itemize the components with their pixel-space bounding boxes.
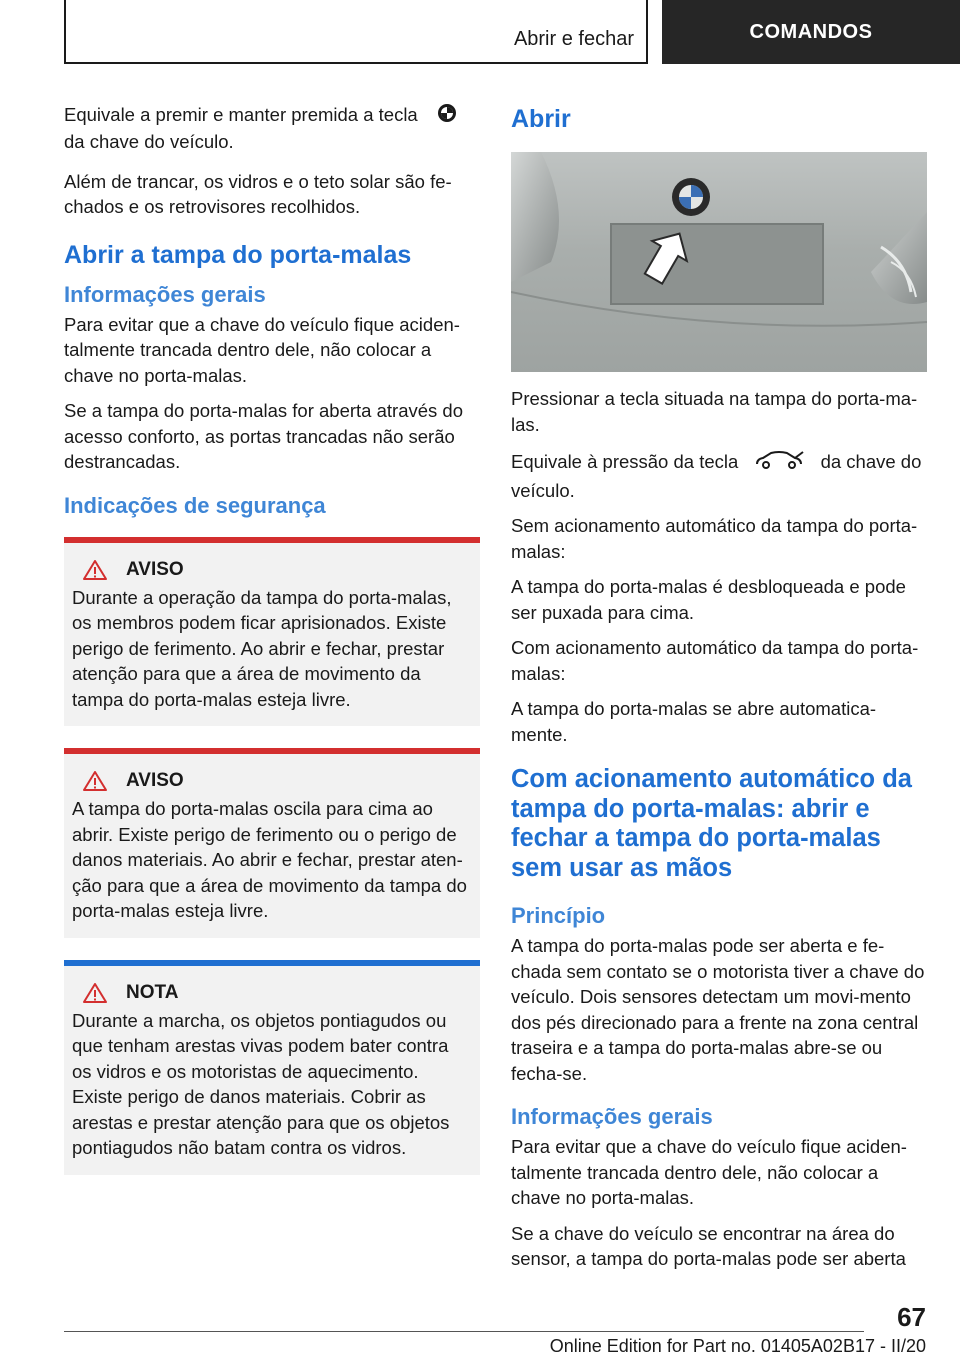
warning-text: Durante a operação da tampa do porta-malas, os membros podem ficar aprisionados. Existe perigo de ferimento. Ao abrir e fechar, prestar atenção para que a área de movimento da tampa do porta-malas esteja livre. — [72, 586, 452, 710]
note-text: Durante a marcha, os objetos pontiagudos ou que tenham arestas vivas podem bater contra os vidros e os motoristas de aquecimento. Existe perigo de danos materiais. Cobrir as arestas e prestar atenção para que os objetos pontiagudos não batam contra os vidros. — [72, 1009, 450, 1159]
header-chapter-tab — [662, 0, 960, 64]
heading-principle: Princípio — [511, 903, 606, 928]
paragraph-info-1: Para evitar que a chave do veículo fique aciden-talmente trancada dentro dele, não colocar a chave no porta-malas. — [64, 313, 460, 386]
warning-title: AVISO — [126, 770, 184, 792]
paragraph-principle: A tampa do porta-malas pode ser aberta e fe-chada sem contato se o motorista tiver a chave do veículo. Dois sensores detectam um movi-mento dos pés direcionado para a frente na zona central traseira e a tampa do porta-malas abre-se ou fecha-se. — [511, 935, 925, 1084]
paragraph-lock-effects: Além de trancar, os vidros e o teto solar são fe-chados e os retrovisores recolhidos. — [64, 170, 452, 218]
paragraph-equivalent-key — [511, 449, 927, 503]
heading-general-info-2: Informações gerais — [511, 1104, 713, 1129]
heading-safety: Indicações de segurança — [64, 492, 326, 518]
paragraph-with-auto-text: A tampa do porta-malas se abre automatica-mente. — [511, 698, 877, 745]
paragraph-with-auto-label: Com acionamento automático da tampa do porta-malas: — [511, 637, 919, 684]
paragraph-without-auto-label: Sem acionamento automático da tampa do porta-malas: — [511, 515, 918, 562]
left-column — [64, 102, 480, 1197]
bmw-logo-key-icon — [437, 103, 457, 130]
paragraph-info-right-2: Se a chave do veículo se encontrar na área do sensor, a tampa do porta-malas pode ser aberta — [511, 1222, 906, 1269]
heading-open-trunk: Abrir a tampa do porta-malas — [64, 240, 412, 269]
warning-triangle-icon — [82, 770, 108, 792]
note-box — [64, 960, 480, 1175]
heading-open: Abrir — [511, 105, 571, 133]
heading-handsfree: Com acionamento automático da tampa do porta-malas: abrir e fechar a tampa do porta-malas sem usar as mãos — [511, 765, 912, 882]
right-column — [511, 102, 927, 1282]
paragraph-key-button — [64, 102, 480, 155]
equiv-text: Equivale à pressão da tecla — [511, 451, 739, 473]
footer-divider — [64, 1331, 864, 1332]
paragraph-without-auto-text: A tampa do porta-malas é desbloqueada e pode ser puxada para cima. — [511, 576, 906, 623]
chapter-label: COMANDOS — [749, 20, 873, 43]
warning-box — [64, 748, 480, 938]
paragraph-press-button: Pressionar a tecla situada na tampa do porta-ma-las. — [511, 388, 918, 435]
equiv-text-end: da chave do veículo. — [511, 451, 922, 501]
note-title: NOTA — [126, 981, 179, 1003]
page-number: 67 — [897, 1302, 926, 1332]
paragraph-info-2: Se a tampa do porta-malas for aberta através do acesso conforto, as portas trancadas não serão destrancadas. — [64, 400, 463, 473]
warning-title: AVISO — [126, 558, 184, 580]
warning-triangle-icon — [82, 982, 108, 1004]
trunk-button-photo — [511, 152, 927, 372]
key-button-text-end: da chave do veículo. — [64, 131, 234, 153]
warning-box — [64, 537, 480, 727]
warning-triangle-icon — [82, 559, 108, 581]
warning-text: A tampa do porta-malas oscila para cima ao abrir. Existe perigo de ferimento ou o perigo de danos materiais. Ao abrir e fechar, prestar aten-ção para que a área de movimento da tampa do porta-malas esteja livre. — [72, 798, 467, 922]
footer-edition: Online Edition for Part no. 01405A02B17 - II/20 — [549, 1336, 926, 1356]
header-section-title: Abrir e fechar — [513, 28, 634, 50]
key-button-text: Equivale a premir e manter premida a tecla — [64, 104, 418, 125]
heading-general-info: Informações gerais — [64, 281, 266, 307]
car-trunk-key-icon — [753, 449, 805, 478]
paragraph-info-right-1: Para evitar que a chave do veículo fique aciden-talmente trancada dentro dele, não colocar a chave no porta-malas. — [511, 1136, 907, 1208]
